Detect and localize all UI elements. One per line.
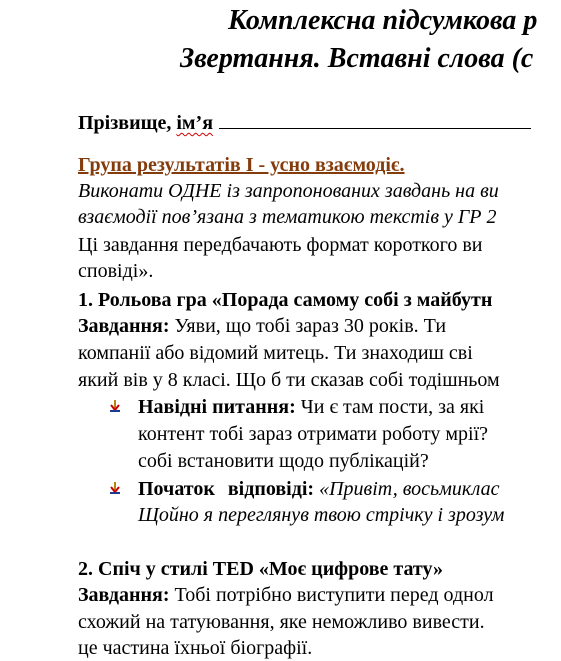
- name-label-misspelled: ім’я: [176, 112, 214, 134]
- task1-line-2: компанії або відомий митець. Ти знаходиш сві: [78, 342, 473, 364]
- task1-label: Завдання:: [78, 315, 170, 337]
- title-line-2: Звертання. Вставні слова (с: [180, 43, 534, 74]
- task2-line-3: це частина їхньої біографії.: [78, 637, 313, 659]
- task1-line-1: [78, 313, 446, 339]
- task1-line-3: який вів у 8 класі. Що б ти сказав собі тодішньом: [78, 369, 500, 391]
- bullet-2-line-2: Щойно я переглянув твою стрічку і зрозум: [138, 504, 505, 526]
- bullet-1-line-2: контент тобі зараз отримати роботу мрії?: [138, 423, 489, 445]
- arrow-bullet-icon: [108, 481, 122, 495]
- group-note-line-1: Ці завдання передбачають формат короткого ви: [78, 234, 483, 256]
- bullet-2-line-1-text: «Привіт, восьмиклас: [314, 478, 500, 500]
- task1-line-1-text: Уяви, що тобі зараз 30 років. Ти: [169, 315, 447, 337]
- bullet-1-line-3: собі встановити щодо публікацій?: [138, 450, 429, 472]
- name-field[interactable]: [78, 110, 531, 136]
- task2-line-2: схожий на татуювання, яке неможливо вивести.: [78, 611, 485, 633]
- arrow-bullet-icon: [108, 399, 122, 413]
- bullet-1-label: Навідні питання:: [138, 396, 296, 418]
- group-note-line-2: сповіді».: [78, 260, 154, 282]
- task2-line-1-text: Тобі потрібно виступити перед однол: [169, 584, 494, 606]
- bullet-2-label: Початок відповіді:: [138, 478, 315, 500]
- title-line-1: Комплексна підсумкова р: [228, 5, 538, 36]
- name-label: Прізвище,: [78, 112, 177, 134]
- group-instruction-line-1: Виконати ОДНЕ із запропонованих завдань на ви: [78, 180, 499, 202]
- group-instruction-line-2: взаємодії пов’язана з тематикою текстів у ГР 2: [78, 206, 497, 228]
- group-heading: Група результатів І - усно взаємодіє.: [78, 154, 405, 176]
- bullet-2-line-1: [138, 476, 499, 502]
- task1-heading: 1. Рольова гра «Порада самому собі з майбутн: [78, 289, 493, 311]
- name-blank-line[interactable]: [219, 110, 531, 129]
- task2-line-1: [78, 582, 494, 608]
- task2-label: Завдання:: [78, 584, 170, 606]
- task2-heading: 2. Спіч у стилі TED «Моє цифрове тату»: [78, 558, 443, 580]
- bullet-1-line-1: [138, 394, 484, 420]
- bullet-1-line-1-text: Чи є там пости, за які: [295, 396, 485, 418]
